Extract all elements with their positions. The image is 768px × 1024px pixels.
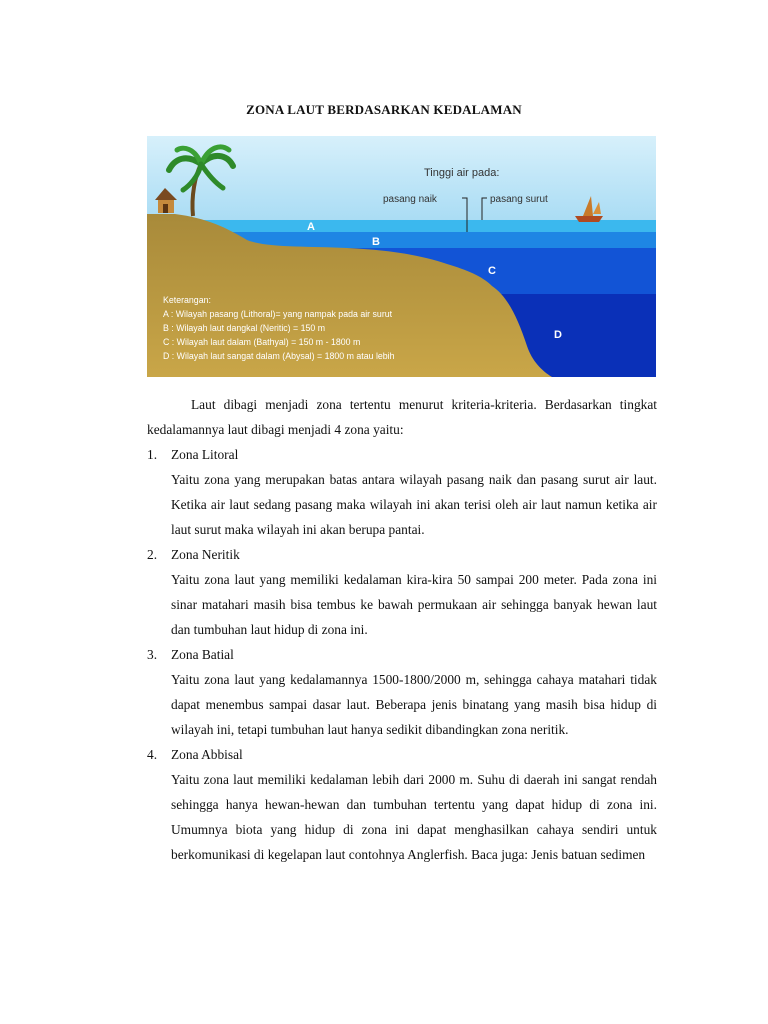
tide-high-label: pasang naik — [383, 194, 437, 205]
item-text: Yaitu zona yang merupakan batas antara wilayah pasang naik dan pasang surut air laut. Ketika air laut sedang pasang maka wilayah ini akan terisi oleh air laut namun ketika air laut surut maka wilayah ini akan berupa pantai. — [171, 472, 657, 537]
list-item — [147, 642, 657, 742]
item-text: Yaitu zona laut yang memiliki kedalaman kira-kira 50 sampai 200 meter. Pada zona ini sinar matahari masih bisa tembus ke bawah permukaan air sehingga banyak hewan laut dan tumbuhan laut hidup di zona ini. — [171, 572, 657, 637]
legend-item: B : Wilayah laut dangkal (Neritic) = 150 m — [163, 323, 326, 333]
ocean-zone-diagram — [147, 136, 656, 377]
list-item — [147, 542, 657, 642]
item-heading: Zona Litoral — [171, 447, 239, 462]
legend-title: Keterangan: — [163, 295, 211, 305]
list-item — [147, 442, 657, 542]
list-item — [147, 742, 657, 867]
item-number: 3. — [147, 647, 158, 662]
legend-item: A : Wilayah pasang (Lithoral)= yang nampak pada air surut — [163, 309, 393, 319]
item-number: 4. — [147, 747, 158, 762]
tide-heading: Tinggi air pada: — [424, 167, 500, 179]
zone-label-d: D — [554, 329, 562, 341]
legend-item: D : Wilayah laut sangat dalam (Abysal) = 1800 m atau lebih — [163, 351, 395, 361]
tide-low-label: pasang surut — [490, 194, 548, 205]
item-text: Yaitu zona laut memiliki kedalaman lebih dari 2000 m. Suhu di daerah ini sangat rendah sehingga hanya hewan-hewan dan tumbuhan tertentu yang dapat hidup di zona ini. Umumnya biota yang hidup di zona ini dapat menghasilkan cahaya sendiri untuk berkomunikasi di kegelapan laut contohnya Anglerfish. Baca juga: Jenis batuan sedimen — [171, 772, 657, 862]
zone-label-b: B — [372, 236, 380, 248]
item-heading: Zona Abbisal — [171, 747, 243, 762]
page-title: ZONA LAUT BERDASARKAN KEDALAMAN — [246, 102, 522, 117]
zone-label-a: A — [307, 221, 315, 233]
item-number: 2. — [147, 547, 158, 562]
diagram-svg — [147, 136, 656, 377]
item-heading: Zona Batial — [171, 647, 234, 662]
legend-item: C : Wilayah laut dalam (Bathyal) = 150 m - 1800 m — [163, 337, 361, 347]
intro-paragraph: Laut dibagi menjadi zona tertentu menurut kriteria-kriteria. Berdasarkan tingkat kedalamannya laut dibagi menjadi 4 zona yaitu: — [147, 397, 657, 437]
zone-label-c: C — [488, 265, 496, 277]
body-text — [147, 392, 657, 867]
item-heading: Zona Neritik — [171, 547, 240, 562]
item-text: Yaitu zona laut yang kedalamannya 1500-1800/2000 m, sehingga cahaya matahari tidak dapat menembus sampai dasar laut. Beberapa jenis binatang yang masih bisa hidup di wilayah ini, tetapi tumbuhan laut hanya sedikit dibandingkan zona neritik. — [171, 672, 657, 737]
item-number: 1. — [147, 447, 158, 462]
